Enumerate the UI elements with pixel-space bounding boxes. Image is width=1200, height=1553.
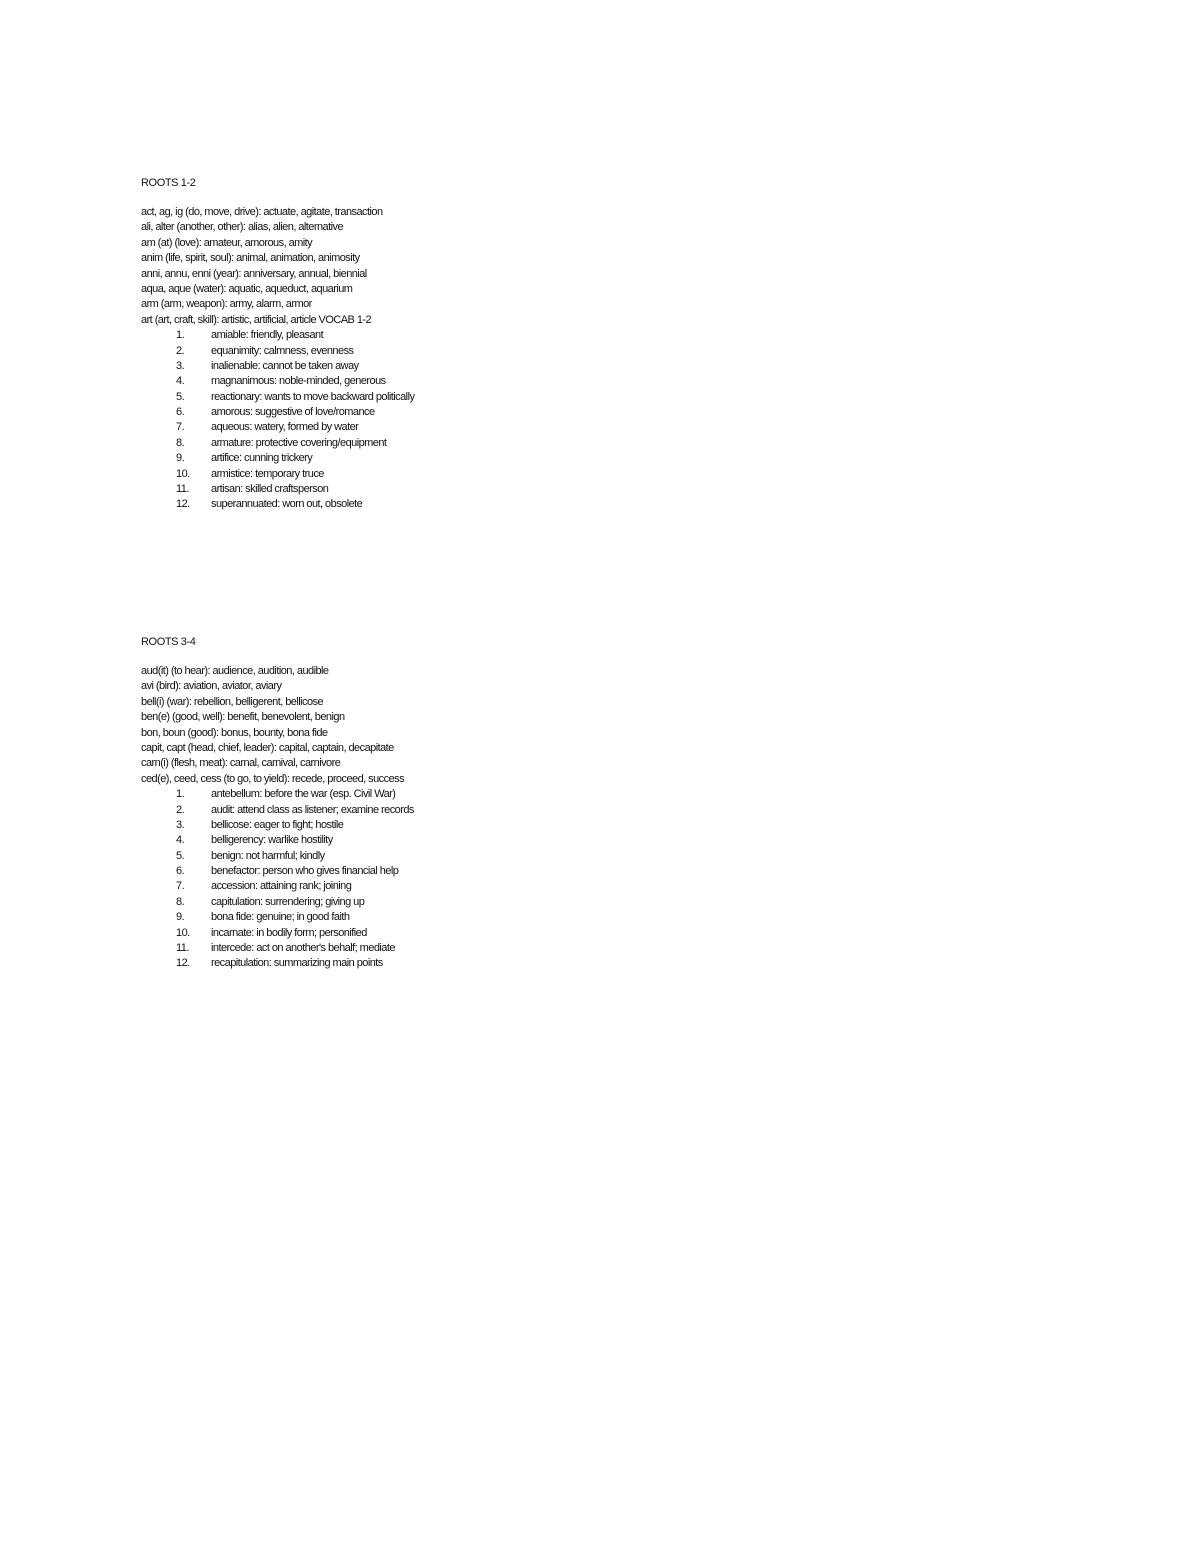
vocab-definition: superannuated: worn out, obsolete bbox=[211, 498, 363, 511]
vocab-number: 8. bbox=[176, 895, 185, 908]
vocab-list bbox=[141, 787, 621, 972]
vocab-item bbox=[141, 328, 621, 343]
vocab-definition: benefactor: person who gives financial help bbox=[211, 865, 399, 878]
vocab-number: 2. bbox=[176, 344, 185, 357]
vocab-definition: capitulation: surrendering; giving up bbox=[211, 895, 365, 908]
vocab-definition: equanimity: calmness, evenness bbox=[211, 344, 354, 357]
roots-section-1 bbox=[141, 176, 621, 513]
vocab-definition: reactionary: wants to move backward politically bbox=[211, 390, 415, 403]
vocab-item bbox=[141, 941, 621, 956]
vocab-definition: amorous: suggestive of love/romance bbox=[211, 406, 375, 419]
root-entry: ali, alter (another, other): alias, alien, alternative bbox=[141, 221, 344, 234]
vocab-item bbox=[141, 390, 621, 405]
vocab-item bbox=[141, 864, 621, 879]
vocab-number: 1. bbox=[176, 788, 185, 801]
root-entry: anim (life, spirit, soul): animal, animation, animosity bbox=[141, 252, 360, 265]
vocab-definition: intercede: act on another's behalf; mediate bbox=[211, 942, 395, 955]
root-entry: capit, capt (head, chief, leader): capital, captain, decapitate bbox=[141, 741, 394, 754]
vocab-definition: audit: attend class as listener; examine records bbox=[211, 803, 414, 816]
vocab-number: 9. bbox=[176, 911, 185, 924]
vocab-item bbox=[141, 787, 621, 802]
vocab-number: 10. bbox=[176, 926, 190, 939]
vocab-number: 9. bbox=[176, 452, 185, 465]
vocab-item bbox=[141, 436, 621, 451]
vocab-item bbox=[141, 344, 621, 359]
vocab-item bbox=[141, 849, 621, 864]
vocab-number: 8. bbox=[176, 436, 185, 449]
root-entry: arm (arm, weapon): army, alarm, armor bbox=[141, 298, 312, 311]
vocab-definition: armature: protective covering/equipment bbox=[211, 436, 387, 449]
vocab-item bbox=[141, 467, 621, 482]
root-entry: anni, annu, enni (year): anniversary, annual, biennial bbox=[141, 267, 367, 280]
vocab-item bbox=[141, 910, 621, 925]
vocab-number: 1. bbox=[176, 329, 185, 342]
vocab-number: 3. bbox=[176, 359, 185, 372]
vocab-item bbox=[141, 895, 621, 910]
section-heading: ROOTS 3-4 bbox=[141, 636, 196, 648]
vocab-number: 6. bbox=[176, 865, 185, 878]
root-entry: carn(i) (flesh, meat): carnal, carnival, carnivore bbox=[141, 757, 341, 770]
root-entry: act, ag, ig (do, move, drive): actuate, agitate, transaction bbox=[141, 206, 383, 218]
roots-section-2 bbox=[141, 635, 621, 972]
root-entry: ben(e) (good, well): benefit, benevolent, benign bbox=[141, 711, 345, 724]
vocab-number: 6. bbox=[176, 406, 185, 419]
vocab-item bbox=[141, 803, 621, 818]
vocab-number: 2. bbox=[176, 803, 185, 816]
root-entry: bell(i) (war): rebellion, belligerent, bellicose bbox=[141, 695, 324, 708]
roots-list bbox=[141, 664, 621, 787]
vocab-list bbox=[141, 328, 621, 513]
vocab-item bbox=[141, 497, 621, 512]
vocab-item bbox=[141, 359, 621, 374]
root-entry: bon, boun (good): bonus, bounty, bona fide bbox=[141, 726, 328, 739]
vocab-number: 12. bbox=[176, 498, 190, 511]
vocab-item bbox=[141, 956, 621, 971]
vocab-item bbox=[141, 879, 621, 894]
vocab-item bbox=[141, 818, 621, 833]
vocab-definition: armistice: temporary truce bbox=[211, 467, 324, 480]
vocab-number: 3. bbox=[176, 818, 185, 831]
root-entry: aud(it) (to hear): audience, audition, audible bbox=[141, 665, 329, 677]
section-heading: ROOTS 1-2 bbox=[141, 177, 196, 189]
vocab-definition: bona fide: genuine; in good faith bbox=[211, 911, 350, 924]
vocab-definition: inalienable: cannot be taken away bbox=[211, 359, 359, 372]
root-entry: ced(e), ceed, cess (to go, to yield): recede, proceed, success bbox=[141, 772, 405, 785]
vocab-item bbox=[141, 374, 621, 389]
vocab-definition: antebellum: before the war (esp. Civil War) bbox=[211, 788, 396, 801]
root-entry: avi (bird): aviation, aviator, aviary bbox=[141, 680, 282, 693]
vocab-definition: amiable: friendly, pleasant bbox=[211, 329, 324, 342]
vocab-number: 4. bbox=[176, 834, 185, 847]
vocab-number: 5. bbox=[176, 390, 185, 403]
vocab-definition: belligerency: warlike hostility bbox=[211, 834, 333, 847]
vocab-definition: artifice: cunning trickery bbox=[211, 452, 313, 465]
vocab-definition: accession: attaining rank; joining bbox=[211, 880, 352, 893]
vocab-definition: bellicose: eager to fight; hostile bbox=[211, 818, 344, 831]
root-entry: am (at) (love): amateur, amorous, amity bbox=[141, 236, 313, 249]
vocab-number: 12. bbox=[176, 957, 190, 970]
vocab-number: 10. bbox=[176, 467, 190, 480]
vocab-number: 4. bbox=[176, 375, 185, 388]
vocab-item bbox=[141, 833, 621, 848]
vocab-definition: artisan: skilled craftsperson bbox=[211, 483, 329, 496]
vocab-item bbox=[141, 482, 621, 497]
vocab-definition: recapitulation: summarizing main points bbox=[211, 957, 383, 970]
vocab-definition: incarnate: in bodily form; personified bbox=[211, 926, 367, 939]
vocab-definition: benign: not harmful; kindly bbox=[211, 849, 325, 862]
root-entry: aqua, aque (water): aquatic, aqueduct, aquarium bbox=[141, 282, 353, 295]
vocab-item bbox=[141, 420, 621, 435]
vocab-item bbox=[141, 926, 621, 941]
vocab-item bbox=[141, 405, 621, 420]
vocab-number: 11. bbox=[176, 483, 189, 496]
vocab-definition: magnanimous: noble-minded, generous bbox=[211, 375, 386, 388]
vocab-number: 5. bbox=[176, 849, 185, 862]
root-entry: art (art, craft, skill): artistic, artificial, article VOCAB 1-2 bbox=[141, 313, 372, 326]
vocab-number: 11. bbox=[176, 942, 189, 955]
vocab-item bbox=[141, 451, 621, 466]
vocab-definition: aqueous: watery, formed by water bbox=[211, 421, 359, 434]
vocab-number: 7. bbox=[176, 880, 185, 893]
vocab-number: 7. bbox=[176, 421, 185, 434]
roots-list bbox=[141, 205, 621, 328]
